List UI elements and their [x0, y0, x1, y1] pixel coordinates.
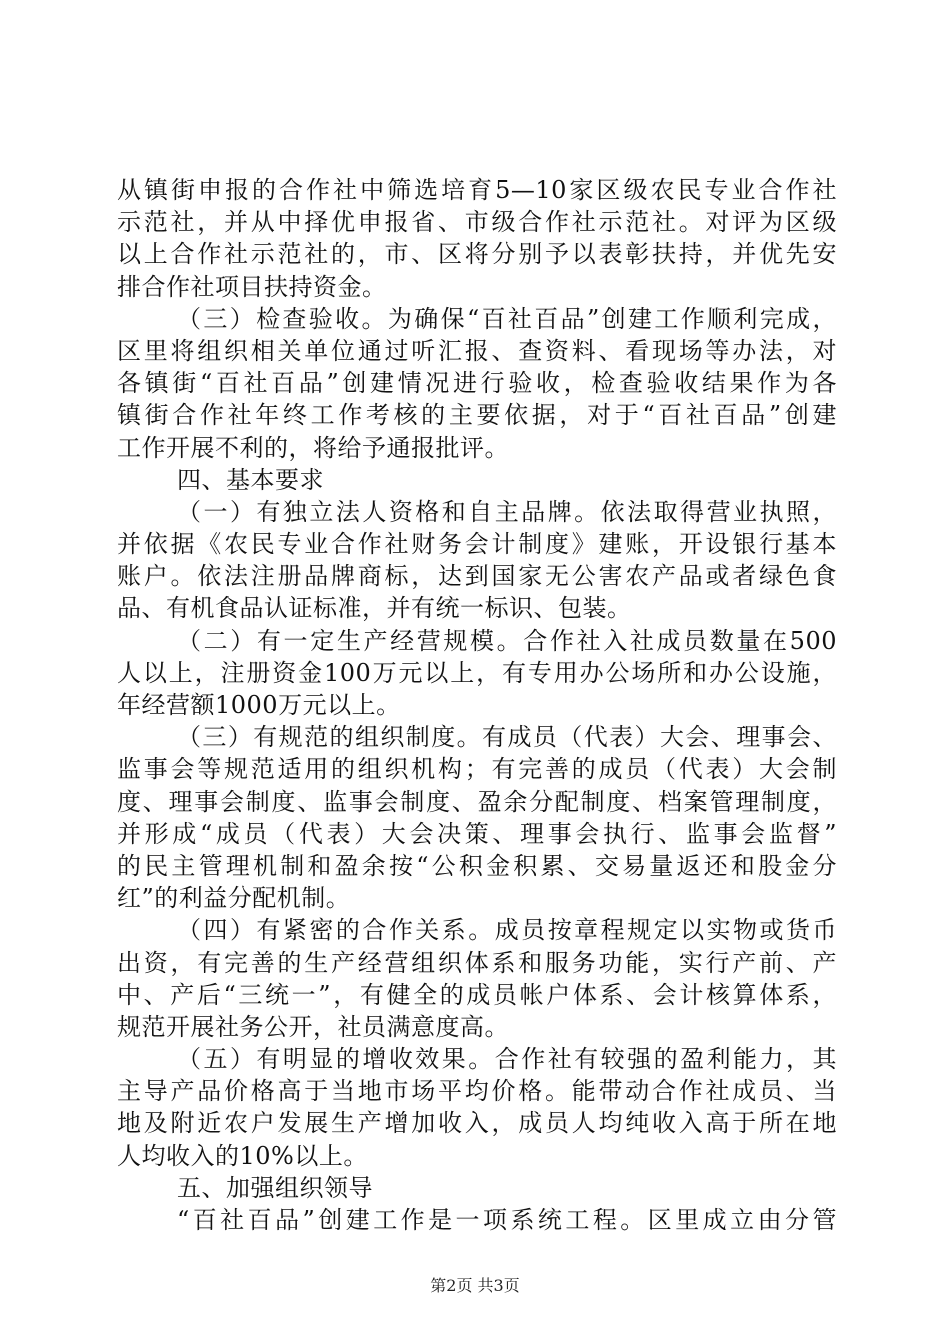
text-line: （一）有独立法人资格和自主品牌。依法取得营业执照， [177, 497, 837, 526]
text-line: 地及附近农户发展生产增加收入，成员人均纯收入高于所在地 [117, 1109, 837, 1138]
text-line: 四、基本要求 [177, 465, 324, 494]
text-line: 示范社，并从中择优申报省、市级合作社示范社。对评为区级 [117, 208, 837, 237]
text-line: 并依据《农民专业合作社财务会计制度》建账，开设银行基本 [117, 530, 837, 559]
text-line: 主导产品价格高于当地市场平均价格。能带动合作社成员、当 [117, 1077, 837, 1106]
text-line: 排合作社项目扶持资金。 [117, 272, 387, 301]
text-line: （四）有紧密的合作关系。成员按章程规定以实物或货币 [177, 916, 837, 945]
text-line: 监事会等规范适用的组织机构；有完善的成员（代表）大会制 [117, 755, 837, 784]
text-line: （二）有一定生产经营规模。合作社入社成员数量在500 [177, 626, 837, 655]
text-line: 出资，有完善的生产经营组织体系和服务功能，实行产前、产 [117, 948, 837, 977]
text-line: 人以上，注册资金100万元以上，有专用办公场所和办公设施， [117, 658, 837, 687]
text-line: 各镇街“百社百品”创建情况进行验收，检查验收结果作为各 [117, 369, 837, 398]
text-line: 并形成“成员（代表）大会决策、理事会执行、监事会监督” [117, 819, 837, 848]
text-line: 从镇街申报的合作社中筛选培育5—10家区级农民专业合作社 [117, 176, 837, 204]
document-body [117, 174, 837, 1236]
text-line: “百社百品”创建工作是一项系统工程。区里成立由分管 [177, 1206, 837, 1234]
text-line: （三）检查验收。为确保“百社百品”创建工作顺利完成， [177, 304, 837, 333]
text-line: 以上合作社示范社的，市、区将分别予以表彰扶持，并优先安 [117, 240, 837, 269]
text-line: 账户。依法注册品牌商标，达到国家无公害农产品或者绿色食 [117, 562, 837, 591]
text-line: 度、理事会制度、监事会制度、盈余分配制度、档案管理制度， [117, 787, 837, 816]
text-line: 的民主管理机制和盈余按“公积金积累、交易量返还和股金分 [117, 851, 837, 880]
text-line: 镇街合作社年终工作考核的主要依据，对于“百社百品”创建 [117, 401, 837, 430]
text-line: 中、产后“三统一”，有健全的成员帐户体系、会计核算体系， [117, 980, 837, 1009]
text-line: 红”的利益分配机制。 [117, 884, 351, 913]
text-line: 人均收入的10%以上。 [117, 1141, 368, 1170]
text-line: 品、有机食品认证标准，并有统一标识、包装。 [117, 594, 632, 623]
text-line: 区里将组织相关单位通过听汇报、查资料、看现场等办法，对 [117, 336, 837, 365]
text-line: （五）有明显的增收效果。合作社有较强的盈利能力，其 [177, 1045, 837, 1074]
text-line: 五、加强组织领导 [177, 1173, 373, 1202]
page-footer: 第2页 共3页 [430, 1276, 520, 1295]
text-line: 年经营额1000万元以上。 [117, 691, 401, 719]
text-line: 规范开展社务公开，社员满意度高。 [117, 1012, 509, 1041]
text-line: 工作开展不利的，将给予通报批评。 [117, 433, 509, 462]
text-line: （三）有规范的组织制度。有成员（代表）大会、理事会、 [177, 723, 837, 752]
